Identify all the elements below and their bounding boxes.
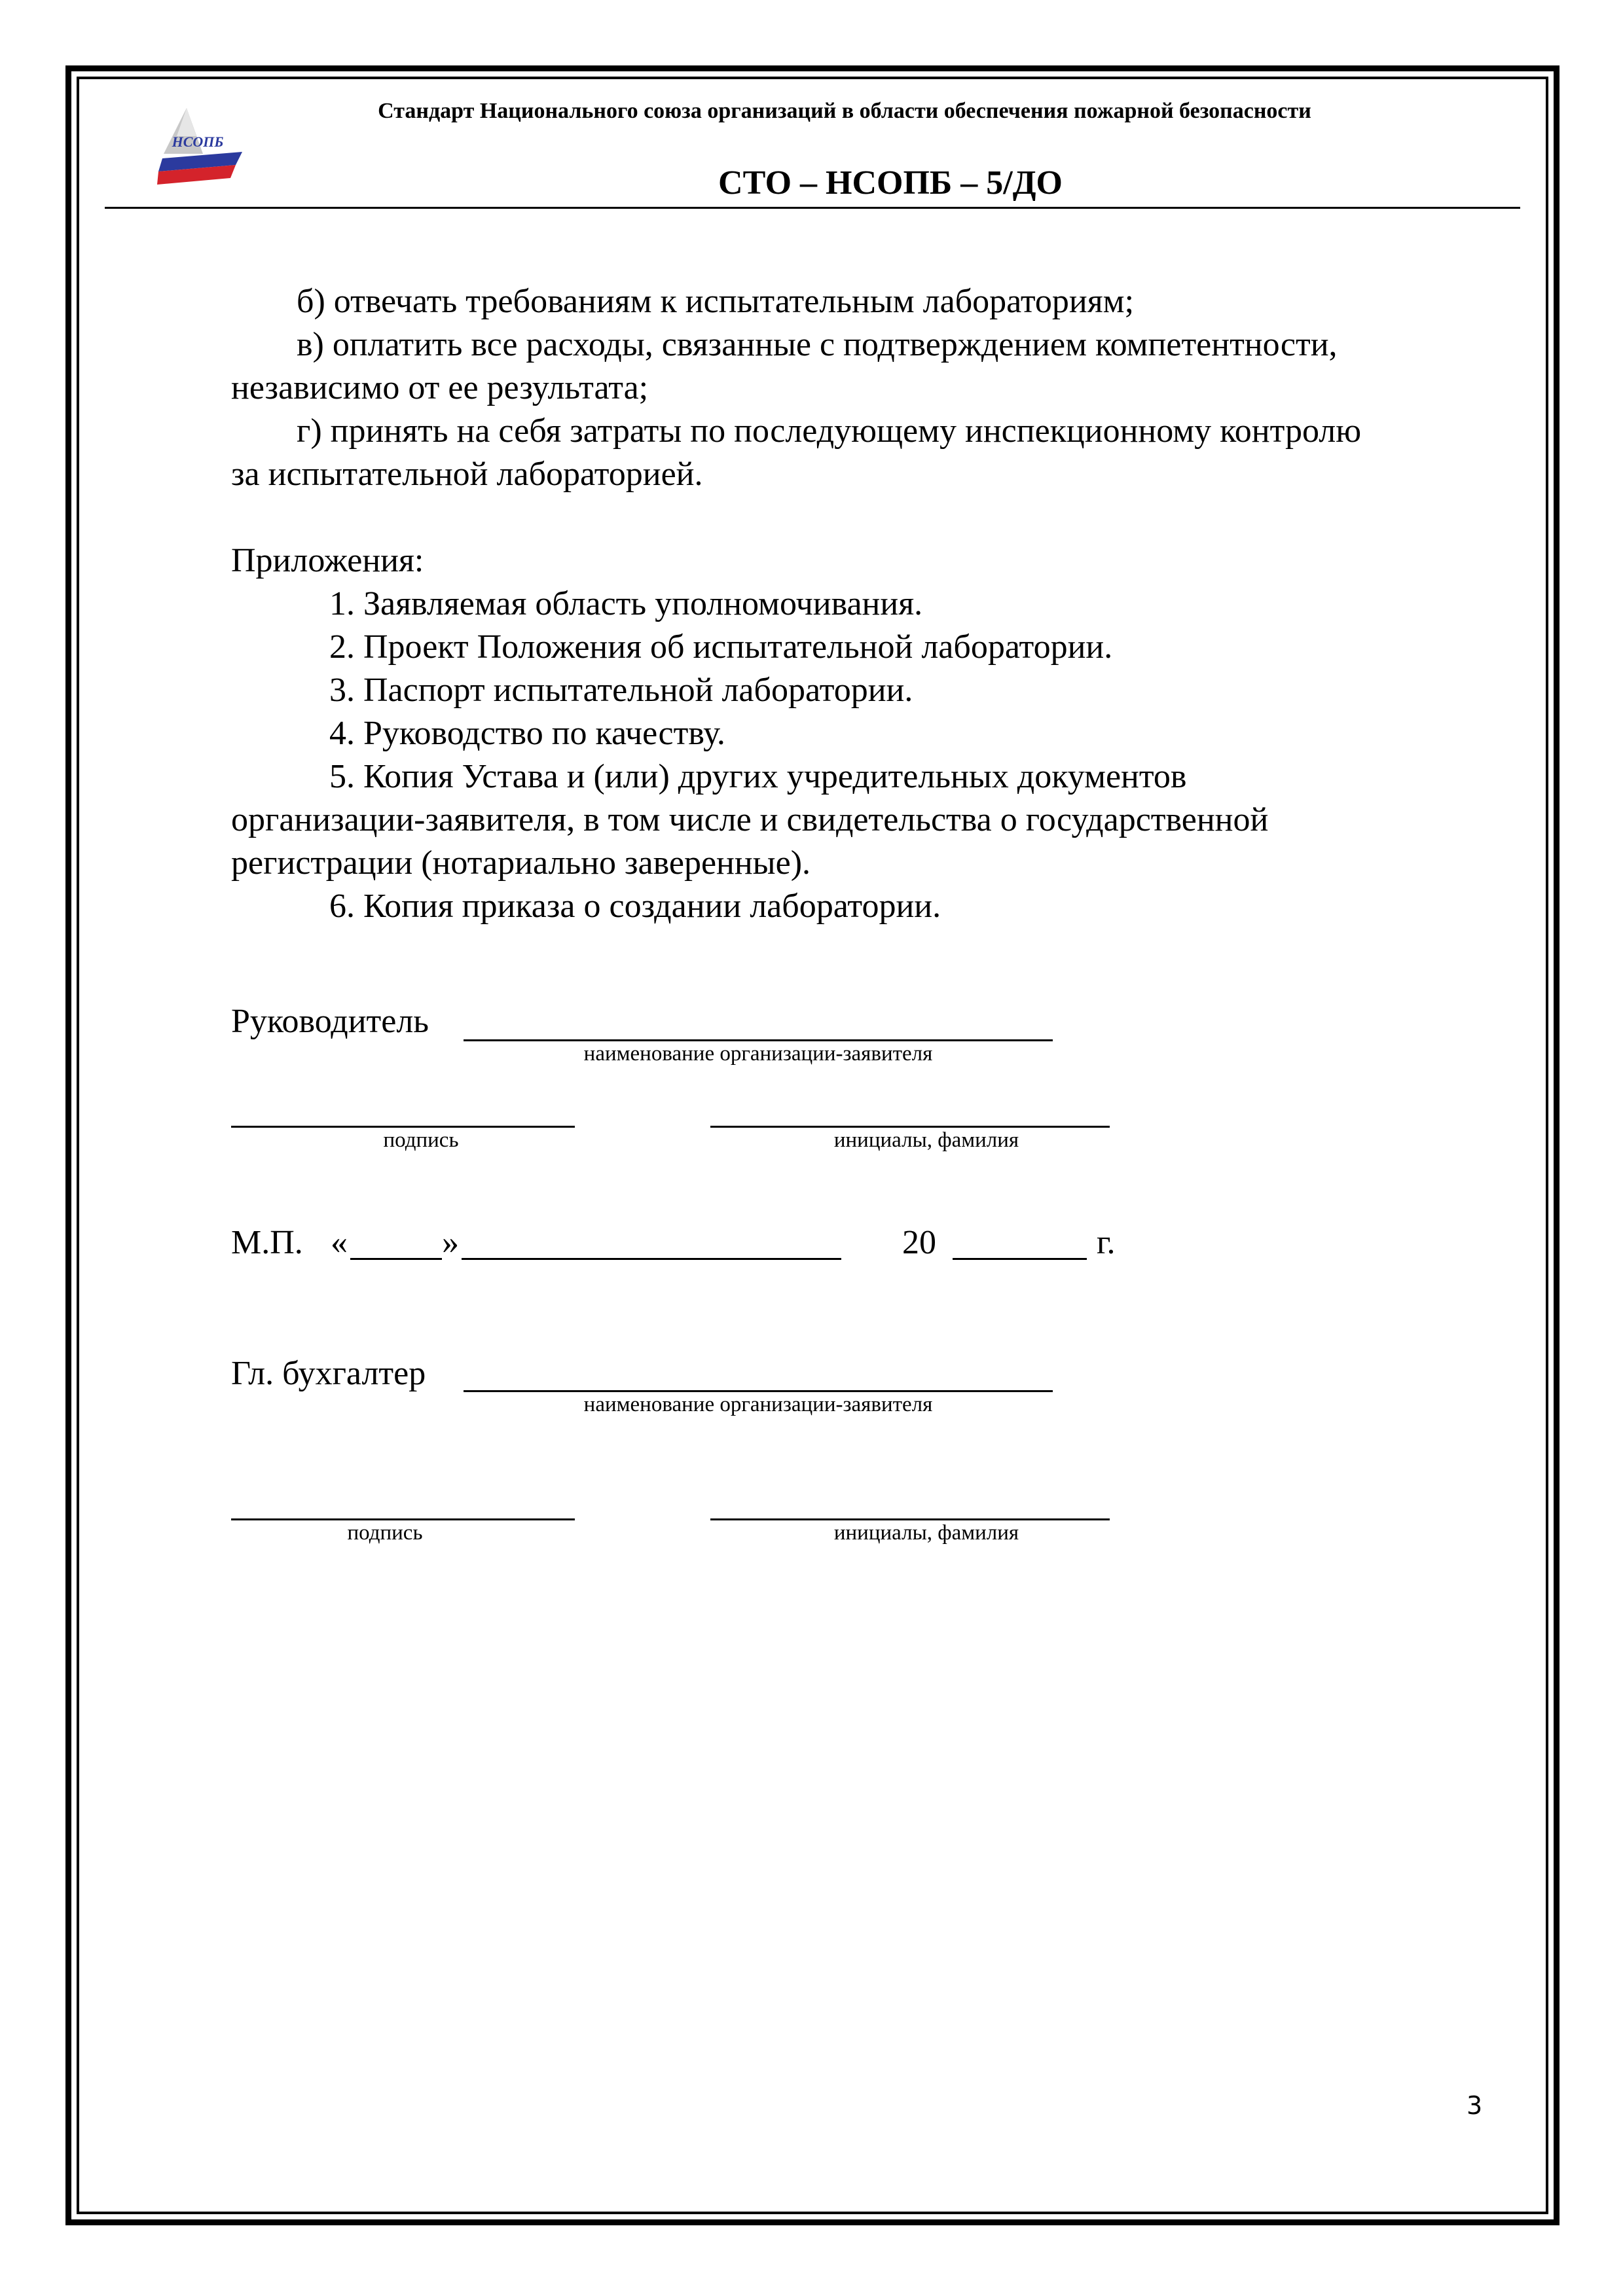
year-field-line[interactable] (953, 1258, 1087, 1260)
obligation-b: б) отвечать требованиям к испытательным лабораториям; (297, 283, 1135, 320)
attachment-item: 3. Паспорт испытательной лаборатории. (329, 672, 913, 709)
attachment-item: 1. Заявляемая область уполномочивания. (329, 585, 923, 622)
year-suffix: г. (1097, 1224, 1116, 1261)
head-signature-caption: подпись (383, 1128, 459, 1152)
attachment-item: 6. Копия приказа о создании лаборатории. (329, 888, 941, 925)
org-title: Стандарт Национального союза организаций в области обеспечения пожарной безопасности (378, 99, 1311, 123)
accountant-signature-caption: подпись (347, 1521, 423, 1545)
accountant-initials-caption: инициалы, фамилия (833, 1521, 1019, 1545)
logo-text: НСОПБ (172, 134, 224, 150)
head-org-caption: наименование организации-заявителя (583, 1042, 933, 1066)
date-open-quote: « (331, 1224, 348, 1261)
day-field-line[interactable] (350, 1258, 442, 1260)
date-close-quote: » (442, 1224, 459, 1261)
standard-code: СТО – НСОПБ – 5/ДО (718, 164, 1063, 202)
page-number: 3 (1467, 2091, 1483, 2120)
month-field-line[interactable] (462, 1258, 841, 1260)
attachment-item-cont: организации-заявителя, в том числе и свидетельства о государственной (231, 801, 1269, 838)
attachment-item-cont: регистрации (нотариально заверенные). (231, 844, 811, 882)
header-divider (105, 207, 1520, 209)
obligation-g: г) принять на себя затраты по последующему инспекционному контролю (297, 412, 1362, 450)
year-prefix: 20 (902, 1224, 936, 1261)
head-initials-caption: инициалы, фамилия (833, 1128, 1019, 1152)
attachments-heading: Приложения: (231, 542, 424, 579)
attachment-item: 5. Копия Устава и (или) других учредительных документов (329, 758, 1187, 795)
attachment-item: 2. Проект Положения об испытательной лаборатории. (329, 628, 1113, 666)
accountant-label: Гл. бухгалтер (231, 1355, 426, 1392)
attachment-item: 4. Руководство по качеству. (329, 715, 725, 752)
stamp-label: М.П. (231, 1224, 303, 1261)
accountant-org-caption: наименование организации-заявителя (583, 1393, 933, 1416)
obligation-g-cont: за испытательной лабораторией. (231, 456, 703, 493)
obligation-v: в) оплатить все расходы, связанные с подтверждением компетентности, (297, 326, 1338, 363)
nsopb-logo (157, 105, 249, 190)
obligation-v-cont: независимо от ее результата; (231, 369, 649, 406)
head-label: Руководитель (231, 1003, 429, 1040)
